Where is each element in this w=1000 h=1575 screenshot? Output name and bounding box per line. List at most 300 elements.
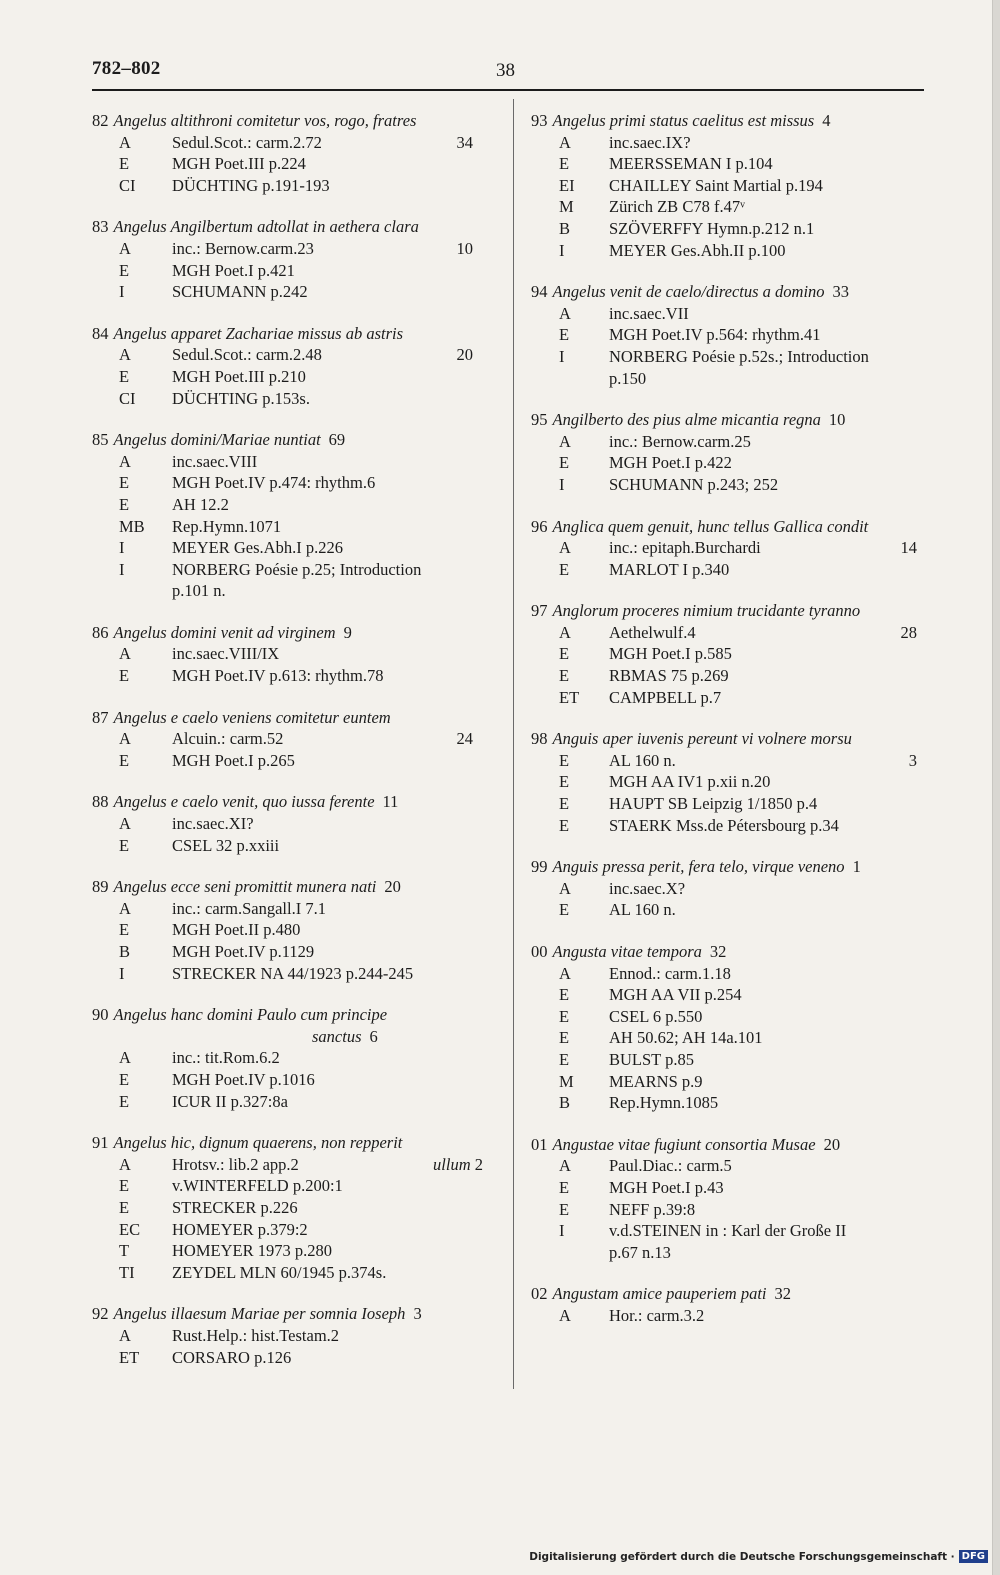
source-code: A: [119, 451, 131, 471]
entry-heading: [92, 791, 487, 813]
source-text: Rust.Help.: hist.Testam.2: [172, 1325, 340, 1345]
source-code: A: [119, 238, 131, 258]
source-code: EC: [119, 1219, 141, 1239]
source-row: [531, 750, 931, 772]
source-text: MGH Poet.I p.265: [172, 750, 295, 770]
verse-count: 6: [369, 1026, 378, 1046]
source-code: A: [119, 729, 131, 749]
entry: [92, 707, 487, 772]
source-code: ET: [559, 687, 580, 707]
source-code: A: [119, 1325, 131, 1345]
source-code: EI: [559, 175, 575, 195]
source-row: [531, 346, 931, 368]
source-row: [531, 643, 931, 665]
source-code: E: [119, 920, 130, 940]
source-text: v.WINTERFELD p.200:1: [172, 1176, 343, 1196]
source-row: [92, 1047, 487, 1069]
source-text: inc.saec.XI?: [172, 814, 254, 834]
source-code: E: [119, 366, 130, 386]
entry-heading: [92, 1132, 487, 1154]
entry-heading: [92, 1303, 487, 1325]
source-row: [92, 153, 487, 175]
source-row: [531, 303, 931, 325]
entry: [92, 429, 487, 602]
source-row: [92, 132, 487, 154]
source-row: [92, 665, 487, 687]
source-text: AH 50.62; AH 14a.101: [609, 1028, 763, 1048]
source-row: [92, 559, 487, 581]
entry-incipit: Angelus apparet Zachariae missus ab astris: [113, 323, 404, 343]
entry-incipit: Angustam amice pauperiem pati: [552, 1284, 767, 1304]
source-text: DÜCHTING p.153s.: [172, 388, 310, 408]
entry: [531, 409, 931, 495]
source-text: MEARNS p.9: [609, 1071, 703, 1091]
source-text: Aethelwulf.4: [609, 622, 696, 642]
source-text: MGH Poet.IV p.613: rhythm.78: [172, 666, 384, 686]
entry: [92, 876, 487, 984]
source-row: [92, 750, 487, 772]
source-text: STAERK Mss.de Pétersbourg p.34: [609, 815, 839, 835]
entry: [531, 110, 931, 261]
entry-number: 88: [92, 792, 109, 812]
source-code: E: [559, 815, 570, 835]
page-number: 38: [496, 60, 515, 81]
entry: [531, 1134, 931, 1264]
right-column: [531, 110, 931, 1347]
source-text: inc.: epitaph.Burchardi: [609, 538, 761, 558]
source-code: I: [559, 346, 565, 366]
source-text: Rep.Hymn.1071: [172, 516, 282, 536]
source-code: I: [119, 282, 125, 302]
source-text: NEFF p.39:8: [609, 1199, 696, 1219]
verse-count: 34: [456, 132, 473, 152]
source-code: B: [559, 218, 571, 238]
source-code: E: [119, 835, 130, 855]
source-row: [531, 1071, 931, 1093]
source-code: E: [559, 750, 570, 770]
source-row: [92, 1091, 487, 1113]
source-code: I: [559, 240, 565, 260]
source-row: [531, 537, 931, 559]
source-text: BULST p.85: [609, 1049, 694, 1069]
source-text: inc.saec.VIII: [172, 451, 258, 471]
entry-incipit: Anglorum proceres nimium trucidante tyranno: [552, 601, 861, 621]
entry-heading: [531, 281, 931, 303]
source-text: Sedul.Scot.: carm.2.72: [172, 132, 322, 152]
source-text: Rep.Hymn.1085: [609, 1093, 719, 1113]
source-code: A: [119, 1048, 131, 1068]
source-code: I: [119, 963, 125, 983]
entry-incipit: Angusta vitae tempora: [552, 942, 702, 961]
source-row: [92, 494, 487, 516]
source-code: E: [119, 473, 130, 493]
source-code: A: [559, 132, 571, 152]
source-text: inc.saec.IX?: [609, 132, 691, 152]
source-text: inc.saec.VII: [609, 303, 689, 323]
source-row: [92, 1325, 487, 1347]
source-row: [531, 665, 931, 687]
entry: [531, 516, 931, 581]
source-code: M: [559, 197, 574, 217]
source-code: A: [559, 622, 571, 642]
entry-number: 83: [92, 217, 109, 237]
verse-count: [433, 1154, 497, 1176]
source-text: MGH Poet.III p.224: [172, 154, 306, 174]
verse-count: 4: [822, 111, 831, 130]
source-row: [92, 451, 487, 473]
incipit-continuation-text: sanctus: [312, 1026, 362, 1046]
source-code: A: [559, 1305, 571, 1325]
verse-count: 10: [828, 410, 846, 430]
source-code: E: [119, 260, 130, 280]
entry-number: 90: [92, 1005, 109, 1025]
verse-count: 20: [456, 345, 473, 365]
source-code: E: [119, 494, 130, 514]
source-row: [92, 1175, 487, 1197]
source-row: [531, 1092, 931, 1114]
entry-number: 00: [531, 942, 548, 961]
source-code: E: [119, 1069, 130, 1089]
source-text: Alcuin.: carm.52: [172, 729, 284, 749]
source-row: [531, 240, 931, 262]
entry-incipit: Angelus domini venit ad virginem: [113, 622, 336, 642]
source-text: MEYER Ges.Abh.II p.100: [609, 240, 786, 260]
source-row: [92, 1069, 487, 1091]
source-text: STRECKER NA 44/1923 p.244-245: [172, 963, 414, 983]
entry-heading: [531, 856, 931, 878]
source-text: MGH Poet.IV p.1129: [172, 942, 315, 961]
source-text: inc.saec.X?: [609, 878, 686, 898]
entry-incipit: Anglica quem genuit, hunc tellus Gallica condit: [552, 516, 869, 536]
entry-number: 89: [92, 877, 109, 897]
source-code: E: [119, 154, 130, 174]
source-row: [92, 516, 487, 538]
source-code: A: [559, 1156, 571, 1176]
source-row: [531, 474, 931, 496]
footer: [529, 1550, 988, 1563]
source-code: E: [559, 325, 570, 345]
source-row: [92, 813, 487, 835]
left-column: [92, 110, 487, 1388]
source-code: A: [119, 132, 131, 152]
entry: [531, 941, 931, 1114]
entry-number: 02: [531, 1284, 548, 1304]
source-row: [92, 941, 487, 963]
source-code: E: [559, 559, 570, 579]
entry-incipit: Angustae vitae fugiunt consortia Musae: [552, 1134, 816, 1154]
entry-incipit: Angelus e caelo venit, quo iussa ferente: [113, 792, 375, 812]
verse-count: 11: [382, 792, 399, 812]
verse-count: 3: [413, 1304, 422, 1324]
source-text: MGH Poet.I p.421: [172, 260, 295, 280]
source-row: [531, 218, 931, 240]
source-row: [531, 899, 931, 921]
source-code: A: [119, 1154, 131, 1174]
entry-heading: [531, 110, 931, 132]
source-row: [531, 1006, 931, 1028]
source-text: MGH Poet.I p.422: [609, 453, 732, 473]
source-row: [531, 622, 931, 644]
entry-incipit: Angelus Angilbertum adtollat in aethera clara: [113, 217, 419, 237]
source-row: [92, 728, 487, 750]
source-code: E: [559, 1199, 570, 1219]
entry-heading: [531, 941, 931, 963]
source-row: [531, 1049, 931, 1071]
source-code: A: [119, 644, 131, 664]
source-text: MGH Poet.I p.43: [609, 1177, 724, 1197]
entry-heading: [92, 1004, 487, 1026]
source-text: DÜCHTING p.191-193: [172, 175, 330, 195]
source-row: [92, 1240, 487, 1262]
entry-incipit: Angelus illaesum Mariae per somnia Ioseph: [113, 1304, 406, 1324]
source-row: [531, 1199, 931, 1221]
source-text: Sedul.Scot.: carm.2.48: [172, 345, 322, 365]
entry-number: 95: [531, 410, 548, 430]
source-text: HOMEYER 1973 p.280: [172, 1241, 332, 1261]
entry-number: 96: [531, 516, 548, 536]
source-text: CAMPBELL p.7: [609, 687, 722, 707]
source-row: [531, 132, 931, 154]
entry-heading: [531, 728, 931, 750]
header-range: 782–802: [92, 58, 161, 79]
source-text: Hor.: carm.3.2: [609, 1305, 705, 1325]
source-code: I: [559, 474, 565, 494]
verse-count: 32: [709, 942, 727, 961]
source-text: inc.saec.VIII/IX: [172, 644, 280, 664]
source-text: SCHUMANN p.242: [172, 282, 308, 302]
source-text: MGH Poet.I p.585: [609, 644, 732, 664]
entry: [531, 281, 931, 389]
entry-incipit: Angelus e caelo veniens comitetur euntem: [113, 707, 391, 727]
entry: [92, 216, 487, 302]
source-code: E: [559, 772, 570, 792]
source-row: [92, 835, 487, 857]
source-row: [92, 366, 487, 388]
source-text: inc.: carm.Sangall.I 7.1: [172, 898, 326, 918]
entry-heading: [92, 622, 487, 644]
source-code: E: [559, 1028, 570, 1048]
source-row: [92, 238, 487, 260]
source-row: [92, 175, 487, 197]
source-text: CSEL 32 p.xxiii: [172, 835, 280, 855]
source-row: [531, 196, 931, 218]
source-text: MGH Poet.IV p.564: rhythm.41: [609, 325, 821, 345]
source-text: MGH Poet.III p.210: [172, 366, 306, 386]
source-row: [92, 344, 487, 366]
source-text: STRECKER p.226: [172, 1197, 298, 1217]
source-row: [92, 963, 487, 985]
source-text: MEYER Ges.Abh.I p.226: [172, 538, 343, 558]
source-row: [531, 963, 931, 985]
entry-incipit: Angelus domini/Mariae nuntiat: [113, 430, 321, 450]
entry-number: 92: [92, 1304, 109, 1324]
source-row: [531, 324, 931, 346]
source-code: A: [559, 431, 571, 451]
source-row: [531, 687, 931, 709]
entry: [531, 1283, 931, 1326]
source-text: MGH Poet.IV p.474: rhythm.6: [172, 473, 376, 493]
entry-number: 98: [531, 729, 548, 749]
entry-number: 93: [531, 111, 548, 130]
entry: [92, 323, 487, 409]
entry-heading: [531, 516, 931, 538]
verse-count: 32: [774, 1284, 792, 1304]
entry-heading: [92, 429, 487, 451]
source-row: [92, 388, 487, 410]
source-code: E: [559, 453, 570, 473]
source-text: v.d.STEINEN in : Karl der Große II: [609, 1221, 847, 1241]
entry-incipit: Angelus ecce seni promittit munera nati: [113, 877, 377, 897]
verse-count: 14: [900, 538, 917, 558]
verse-count: 20: [823, 1134, 841, 1154]
source-code: TI: [119, 1262, 135, 1282]
verse-count: 28: [900, 622, 917, 642]
entry: [92, 1132, 487, 1283]
source-text: Ennod.: carm.1.18: [609, 963, 731, 983]
footer-credit: Digitalisierung gefördert durch die Deutsche Forschungsgemeinschaft ·: [529, 1550, 955, 1563]
source-text: CSEL 6 p.550: [609, 1006, 703, 1026]
source-text: Zürich ZB C78 f.47ᵛ: [609, 197, 745, 217]
source-row: [92, 537, 487, 559]
entry-incipit: Anguis aper iuvenis pereunt vi volnere morsu: [552, 729, 852, 749]
source-code: MB: [119, 516, 145, 536]
source-row: [531, 175, 931, 197]
entry: [92, 110, 487, 196]
source-code: M: [559, 1071, 574, 1091]
entry-heading: [92, 323, 487, 345]
source-row: [531, 771, 931, 793]
source-code: E: [559, 1177, 570, 1197]
source-code: A: [119, 814, 131, 834]
entry-number: 94: [531, 282, 548, 302]
source-code: A: [119, 345, 131, 365]
source-code: CI: [119, 175, 136, 195]
source-text: MGH Poet.II p.480: [172, 920, 301, 940]
entry: [92, 622, 487, 687]
entry-incipit: Angelus venit de caelo/directus a domino: [552, 282, 825, 302]
page-edge: [992, 0, 1000, 1575]
source-code: I: [119, 538, 125, 558]
source-row: [92, 643, 487, 665]
source-row: [92, 1197, 487, 1219]
source-row: [531, 1027, 931, 1049]
entry-heading: [92, 876, 487, 898]
source-row: [92, 281, 487, 303]
source-row: [531, 431, 931, 453]
source-text: NORBERG Poésie p.25; Introduction: [172, 559, 422, 579]
verse-count: 1: [852, 857, 861, 877]
source-row: [531, 793, 931, 815]
source-code: A: [559, 963, 571, 983]
source-code: B: [559, 1093, 571, 1113]
source-code: T: [119, 1241, 130, 1261]
entry-number: 87: [92, 707, 109, 727]
entry-heading: [531, 409, 931, 431]
source-code: A: [559, 303, 571, 323]
verse-count: 10: [456, 238, 473, 258]
entry: [92, 1303, 487, 1368]
source-text: HAUPT SB Leipzig 1/1850 p.4: [609, 794, 818, 814]
entry: [531, 728, 931, 836]
source-code: E: [559, 1006, 570, 1026]
source-code: A: [119, 898, 131, 918]
source-row: [531, 452, 931, 474]
entry-number: 91: [92, 1133, 109, 1153]
source-code: E: [559, 900, 570, 920]
entry: [531, 600, 931, 708]
source-row: [92, 919, 487, 941]
header-rule: [92, 89, 924, 91]
source-row: [531, 878, 931, 900]
entry: [92, 791, 487, 856]
source-row: [531, 1155, 931, 1177]
source-text-continuation: p.67 n.13: [609, 1242, 671, 1262]
source-text: inc.: Bernow.carm.23: [172, 238, 314, 258]
source-code: E: [119, 1176, 130, 1196]
source-text: ICUR II p.327:8a: [172, 1091, 288, 1111]
source-text-continuation: p.150: [609, 368, 647, 388]
source-code: I: [119, 559, 125, 579]
source-code: A: [559, 538, 571, 558]
verse-count: 20: [384, 877, 401, 897]
source-text: inc.: tit.Rom.6.2: [172, 1048, 280, 1068]
source-row: [531, 153, 931, 175]
source-code: E: [559, 154, 570, 174]
entry-heading: [92, 707, 487, 729]
source-text: Hrotsv.: lib.2 app.2: [172, 1154, 299, 1174]
entry-heading: [531, 1134, 931, 1156]
source-code: E: [119, 750, 130, 770]
entry-number: 86: [92, 622, 109, 642]
source-text-continuation: p.101 n.: [172, 581, 226, 601]
verse-count: 3: [908, 750, 917, 770]
source-row: [92, 260, 487, 282]
entry-incipit: Angelus hanc domini Paulo cum principe: [113, 1005, 388, 1025]
source-text: MGH AA VII p.254: [609, 985, 742, 1005]
source-text: Paul.Diac.: carm.5: [609, 1156, 732, 1176]
verse-count: 69: [328, 430, 346, 450]
verse-count: 9: [343, 622, 352, 642]
source-row: [92, 1154, 487, 1176]
source-row: [531, 984, 931, 1006]
source-text: ZEYDEL MLN 60/1945 p.374s.: [172, 1262, 387, 1282]
entry-heading: [92, 216, 487, 238]
source-text: HOMEYER p.379:2: [172, 1219, 308, 1239]
column-divider: [513, 99, 514, 1389]
source-code: E: [119, 1091, 130, 1111]
source-row: [92, 898, 487, 920]
source-row: [531, 1177, 931, 1199]
source-row: [531, 1305, 931, 1327]
source-code: E: [119, 1197, 130, 1217]
entry-incipit: Angelus altithroni comitetur vos, rogo, fratres: [113, 111, 417, 130]
entry-number: 82: [92, 111, 109, 130]
entry-number: 97: [531, 601, 548, 621]
source-code: E: [559, 794, 570, 814]
verse-count: 24: [456, 729, 473, 749]
source-code: I: [559, 1221, 565, 1241]
source-row: [531, 559, 931, 581]
source-text: CORSARO p.126: [172, 1347, 292, 1367]
source-row: [92, 1219, 487, 1241]
source-code: E: [559, 1049, 570, 1069]
entry-number: 85: [92, 430, 109, 450]
verse-count-number: 2: [470, 1154, 483, 1174]
source-code: A: [559, 878, 571, 898]
source-text: MGH Poet.IV p.1016: [172, 1069, 315, 1089]
source-text: RBMAS 75 p.269: [609, 666, 729, 686]
source-text: MEERSSEMAN I p.104: [609, 154, 773, 174]
